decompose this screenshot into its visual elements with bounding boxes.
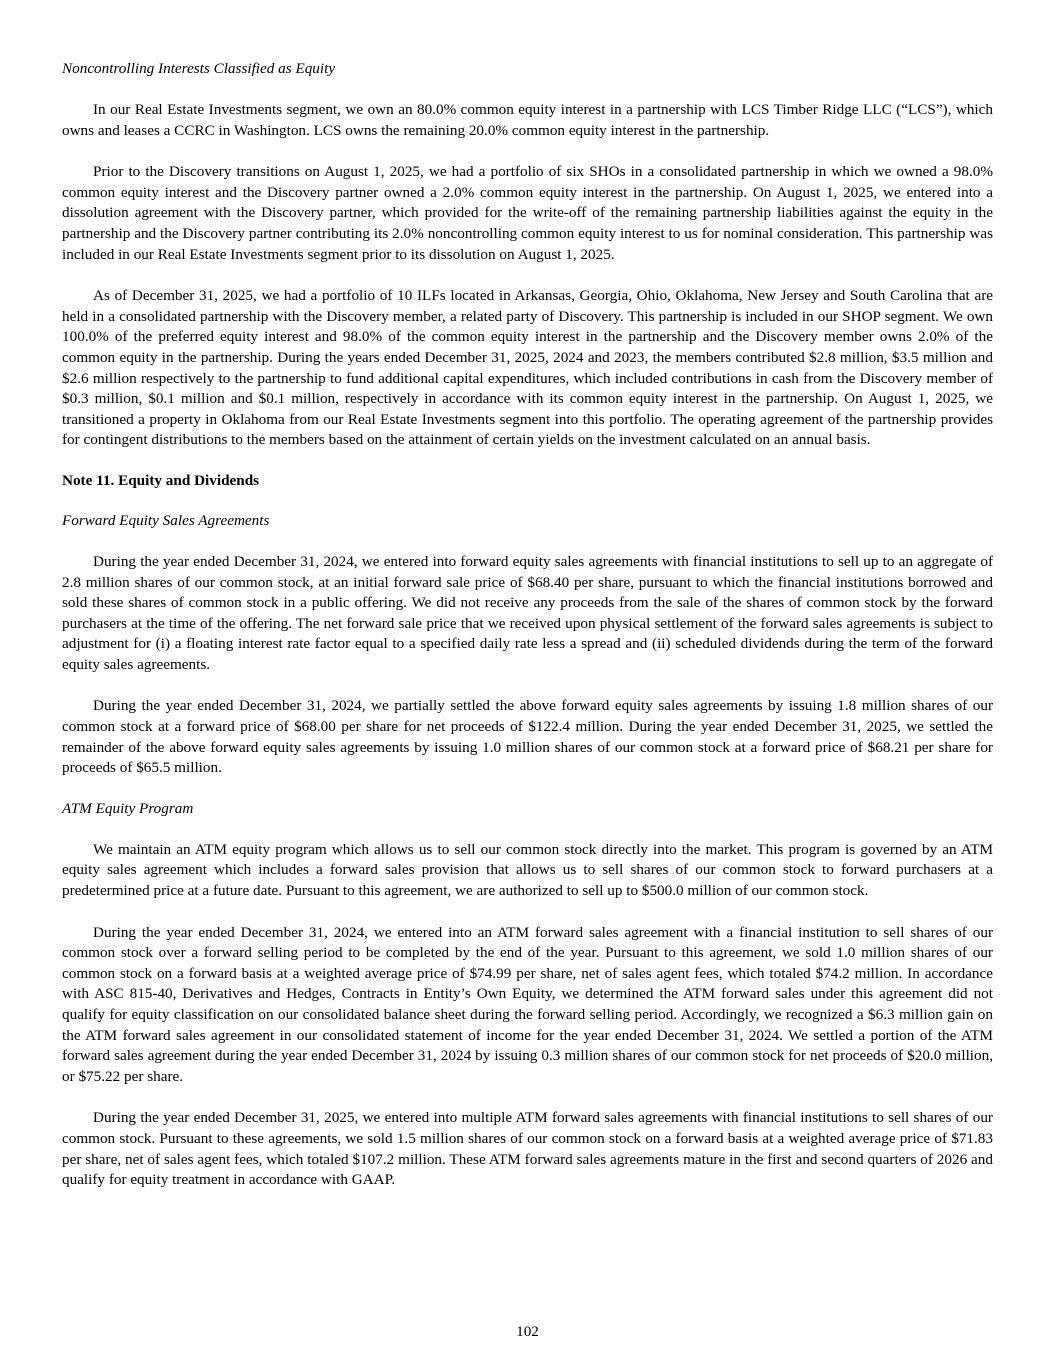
atm-program-heading: ATM Equity Program	[62, 799, 194, 817]
forward-equity-paragraph-settlement: During the year ended December 31, 2024, we partially settled the above forward equity sales agreements by issuing 1.8 million shares of our common stock at a forward price of $68.00 per share for net proceeds of $122.4 million. During the year ended December 31, 2025, we settled the remainder of the above forward equity sales agreements by issuing 1.0 million shares of our common stock at a forward price of $68.21 per share for proceeds of $65.5 million.	[62, 697, 993, 777]
atm-paragraph-program: We maintain an ATM equity program which allows us to sell our common stock directly into the market. This program is governed by an ATM equity sales agreement which includes a forward sales provision that allows us to sell shares of our common stock to forward purchasers at a predetermined price at a future date. Pursuant to this agreement, we are authorized to sell up to $500.0 million of our common stock.	[62, 840, 993, 900]
nci-paragraph-ilf-portfolio: As of December 31, 2025, we had a portfolio of 10 ILFs located in Arkansas, Georgia, Ohio, Oklahoma, New Jersey and South Carolina that are held in a consolidated partnership with the Discovery member, a related party of Discovery. This partnership is included in our SHOP segment. We own 100.0% of the preferred equity interest and 98.0% of the common equity interest in the partnership and the Discovery member owns 2.0% of the common equity in the partnership. During the years ended December 31, 2025, 2024 and 2023, the members contributed $2.8 million, $3.5 million and $2.6 million respectively to the partnership to fund additional capital expenditures, which included contributions in cash from the Discovery member of $0.3 million, $0.1 million and $0.1 million, respectively in accordance with its common equity interest in the partnership. On August 1, 2025, we transitioned a property in Oklahoma from our Real Estate Investments segment into this portfolio. The operating agreement of the partnership provides for contingent distributions to the members based on the attainment of certain yields on the investment calculated on an annual basis.	[62, 287, 993, 449]
document-page	[62, 59, 993, 1191]
atm-paragraph-2025: During the year ended December 31, 2025, we entered into multiple ATM forward sales agreements with financial institutions to sell shares of our common stock. Pursuant to these agreements, we sold 1.5 million shares of our common stock on a forward basis at a weighted average price of $71.83 per share, net of sales agent fees, which totaled $107.2 million. These ATM forward sales agreements mature in the first and second quarters of 2026 and qualify for equity treatment in accordance with GAAP.	[62, 1109, 993, 1189]
forward-equity-heading: Forward Equity Sales Agreements	[62, 511, 270, 529]
note-11-heading: Note 11. Equity and Dividends	[62, 471, 260, 489]
nci-heading: Noncontrolling Interests Classified as Equity	[62, 60, 336, 77]
atm-paragraph-2024: During the year ended December 31, 2024, we entered into an ATM forward sales agreement with a financial institution to sell shares of our common stock over a forward selling period to be completed by the end of the year. Pursuant to this agreement, we sold 1.0 million shares of our common stock on a forward basis at a weighted average price of $74.99 per share, net of sales agent fees, which totaled $74.2 million. In accordance with ASC 815-40, Derivatives and Hedges, Contracts in Entity’s Own Equity, we determined the ATM forward sales under this agreement did not qualify for equity classification on our consolidated balance sheet during the forward selling period. Accordingly, we recognized a $6.3 million gain on the ATM forward sales agreement in our consolidated statement of income for the year ended December 31, 2024. We settled a portion of the ATM forward sales agreement during the year ended December 31, 2024 by issuing 0.3 million shares of our common stock for net proceeds of $20.0 million, or $75.22 per share.	[62, 923, 993, 1085]
nci-paragraph-lcs: In our Real Estate Investments segment, we own an 80.0% common equity interest in a partnership with LCS Timber Ridge LLC (“LCS”), which owns and leases a CCRC in Washington. LCS owns the remaining 20.0% common equity interest in the partnership.	[62, 101, 993, 139]
forward-equity-paragraph-agreements: During the year ended December 31, 2024, we entered into forward equity sales agreements with financial institutions to sell up to an aggregate of 2.8 million shares of our common stock, at an initial forward sale price of $68.40 per share, pursuant to which the financial institutions borrowed and sold these shares of common stock in a public offering. We did not receive any proceeds from the sale of the shares of common stock by the forward purchasers at the time of the offering. The net forward sale price that we received upon physical settlement of the forward sales agreements is subject to adjustment for (i) a floating interest rate factor equal to a specified daily rate less a spread and (ii) scheduled dividends during the term of the forward equity sales agreements.	[62, 552, 993, 673]
nci-paragraph-discovery-transition: Prior to the Discovery transitions on August 1, 2025, we had a portfolio of six SHOs in a consolidated partnership in which we owned a 98.0% common equity interest and the Discovery partner owned a 2.0% common equity interest in the partnership. On August 1, 2025, we entered into a dissolution agreement with the Discovery partner, which provided for the write-off of the remaining partnership liabilities against the equity in the partnership and the Discovery partner contributing its 2.0% noncontrolling common equity interest to us for nominal consideration. This partnership was included in our Real Estate Investments segment prior to its dissolution on August 1, 2025.	[62, 163, 993, 263]
page-number: 102	[516, 1323, 539, 1340]
